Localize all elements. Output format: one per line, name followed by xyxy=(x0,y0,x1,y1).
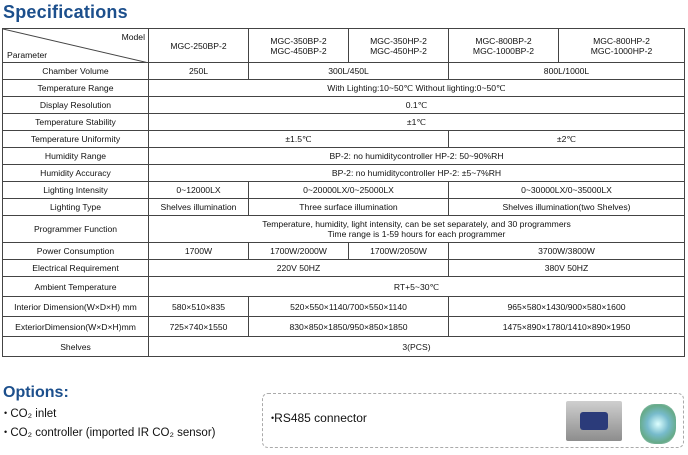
cell: 1700W/2000W xyxy=(249,243,349,260)
table-row xyxy=(3,131,685,148)
row-label: Lighting Type xyxy=(3,199,149,216)
cell: 300L/450L xyxy=(249,63,449,80)
row-label: Ambient Temperature xyxy=(3,277,149,297)
table-row xyxy=(3,337,685,357)
table-row xyxy=(3,297,685,317)
cell: Shelves illumination(two Shelves) xyxy=(449,199,685,216)
software-disc-icon xyxy=(640,404,676,444)
cell: 965×580×1430/900×580×1600 xyxy=(449,297,685,317)
programmer-line-1: Temperature, humidity, light intensity, can be set separately, and 30 programmers xyxy=(262,219,571,229)
cell: 725×740×1550 xyxy=(149,317,249,337)
row-label: Temperature Stability xyxy=(3,114,149,131)
cell: 830×850×1850/950×850×1850 xyxy=(249,317,449,337)
table-row xyxy=(3,80,685,97)
cell: Shelves illumination xyxy=(149,199,249,216)
table-row xyxy=(3,182,685,199)
table-row xyxy=(3,199,685,216)
programmer-line-2: Time range is 1-59 hours for each programmer xyxy=(327,229,506,239)
cell: ±1℃ xyxy=(149,114,685,131)
cell: With Lighting:10~50℃ Without lighting:0~50℃ xyxy=(149,80,685,97)
options-title: Options: xyxy=(3,384,69,401)
cell: 0.1℃ xyxy=(149,97,685,114)
rs485-connector-icon xyxy=(566,401,622,441)
bullet-icon: • xyxy=(4,408,8,418)
table-row xyxy=(3,216,685,243)
row-label: Chamber Volume xyxy=(3,63,149,80)
option-item-co2-controller xyxy=(4,427,215,439)
table-row xyxy=(3,114,685,131)
row-label: Temperature Uniformity xyxy=(3,131,149,148)
cell: 3(PCS) xyxy=(149,337,685,357)
cell: 1475×890×1780/1410×890×1950 xyxy=(449,317,685,337)
option-label: CO₂ controller (imported IR CO₂ sensor) xyxy=(10,427,216,439)
model-header-3: MGC-350HP-2 MGC-450HP-2 xyxy=(349,29,449,63)
row-label: Temperature Range xyxy=(3,80,149,97)
row-label: Electrical Requirement xyxy=(3,260,149,277)
bullet-icon: • xyxy=(4,427,8,437)
parameter-label: Parameter xyxy=(7,50,48,60)
cell: RT+5~30℃ xyxy=(149,277,685,297)
bullet-icon: • xyxy=(271,413,275,423)
rs485-label xyxy=(271,411,367,425)
table-row xyxy=(3,97,685,114)
row-label: Display Resolution xyxy=(3,97,149,114)
row-label: Lighting Intensity xyxy=(3,182,149,199)
cell: 520×550×1140/700×550×1140 xyxy=(249,297,449,317)
model-header-2: MGC-350BP-2 MGC-450BP-2 xyxy=(249,29,349,63)
header-corner-cell xyxy=(3,29,149,63)
cell xyxy=(149,216,685,243)
cell: 580×510×835 xyxy=(149,297,249,317)
row-label: Shelves xyxy=(3,337,149,357)
table-row xyxy=(3,317,685,337)
table-row xyxy=(3,260,685,277)
cell: Three surface illumination xyxy=(249,199,449,216)
cell: ±1.5℃ xyxy=(149,131,449,148)
cell: ±2℃ xyxy=(449,131,685,148)
cell: 1700W/2050W xyxy=(349,243,449,260)
specifications-table xyxy=(2,28,685,357)
cell: BP-2: no humiditycontroller HP-2: ±5~7%RH xyxy=(149,165,685,182)
row-label: ExteriorDimension(W×D×H)mm xyxy=(3,317,149,337)
cell: 220V 50HZ xyxy=(149,260,449,277)
rs485-text: RS485 connector xyxy=(274,411,367,425)
model-header-5: MGC-800HP-2 MGC-1000HP-2 xyxy=(559,29,685,63)
row-label: Humidity Range xyxy=(3,148,149,165)
cell: 1700W xyxy=(149,243,249,260)
row-label: Interior Dimension(W×D×H) mm xyxy=(3,297,149,317)
table-row xyxy=(3,148,685,165)
model-label: Model xyxy=(121,32,145,42)
cell: 3700W/3800W xyxy=(449,243,685,260)
row-label: Programmer Function xyxy=(3,216,149,243)
table-row xyxy=(3,243,685,260)
row-label: Humidity Accuracy xyxy=(3,165,149,182)
page-title: Specifications xyxy=(3,2,128,22)
connector-pins-icon xyxy=(580,412,608,430)
table-row xyxy=(3,165,685,182)
option-item-co2-inlet xyxy=(4,408,56,420)
cell: 0~12000LX xyxy=(149,182,249,199)
rs485-option-box xyxy=(262,393,684,448)
table-row xyxy=(3,277,685,297)
option-label: CO₂ inlet xyxy=(10,408,57,420)
row-label: Power Consumption xyxy=(3,243,149,260)
model-header-1: MGC-250BP-2 xyxy=(149,29,249,63)
cell: 0~20000LX/0~25000LX xyxy=(249,182,449,199)
cell: 250L xyxy=(149,63,249,80)
cell: 380V 50HZ xyxy=(449,260,685,277)
cell: 0~30000LX/0~35000LX xyxy=(449,182,685,199)
table-row xyxy=(3,63,685,80)
model-header-4: MGC-800BP-2 MGC-1000BP-2 xyxy=(449,29,559,63)
cell: BP-2: no humiditycontroller HP-2: 50~90%RH xyxy=(149,148,685,165)
cell: 800L/1000L xyxy=(449,63,685,80)
